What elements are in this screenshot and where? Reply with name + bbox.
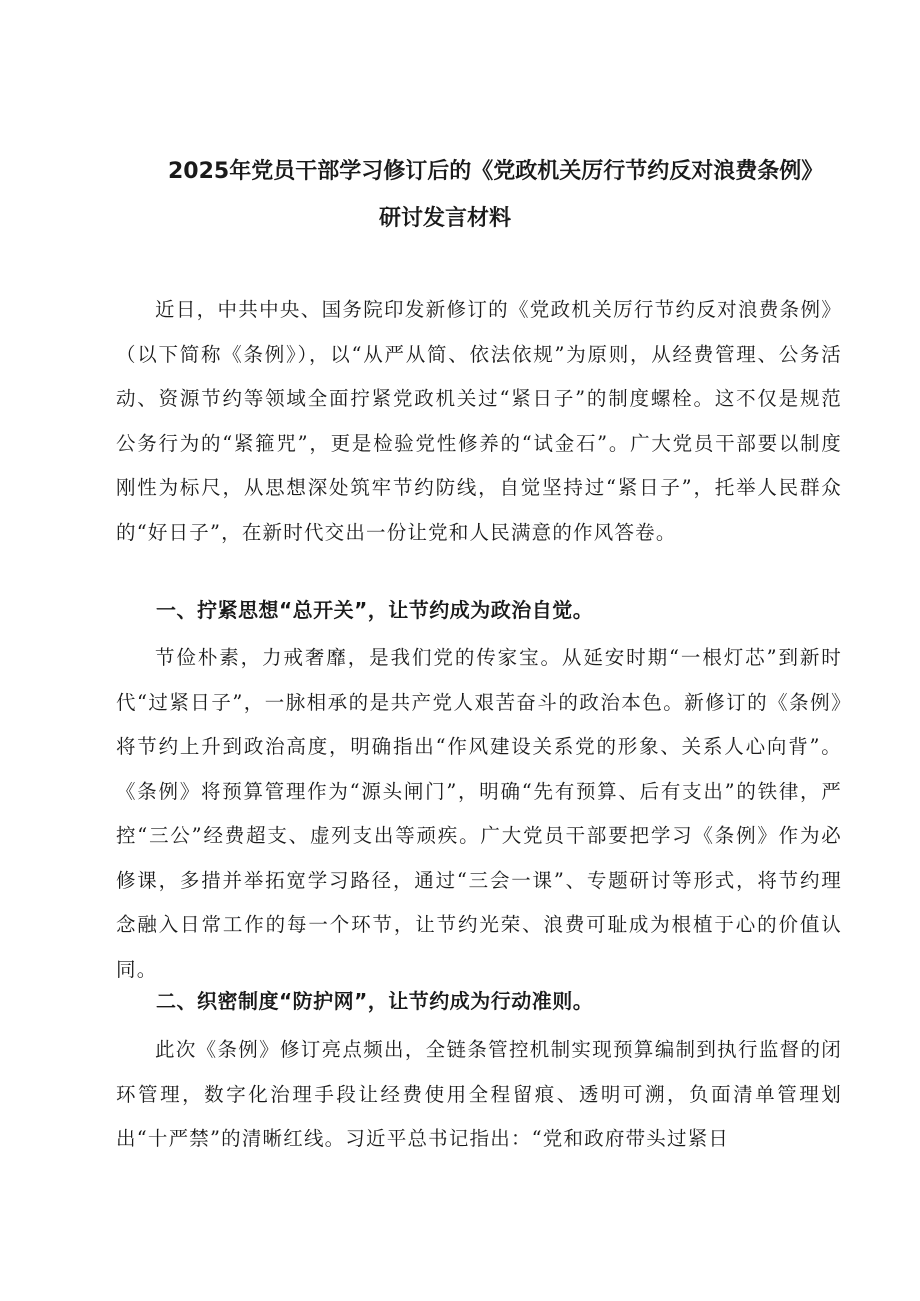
intro-paragraph: 近日，中共中央、国务院印发新修订的《党政机关厉行节约反对浪费条例》（以下简称《条例》），以“从严从简、依法依规”为原则，从经费管理、公务活动、资源节约等领域全面拧紧党政机关过“紧日子”的制度螺栓。这不仅是规范公务行为的“紧箍咒”，更是检验党性修养的“试金石”。广大党员干部要以制度刚性为标尺，从思想深处筑牢节约防线，自觉坚持过“紧日子”，托举人民群众的“好日子”，在新时代交出一份让党和人民满意的作风答卷。	[116, 298, 842, 544]
section-2-paragraph: 此次《条例》修订亮点频出，全链条管控机制实现预算编制到执行监督的闭环管理，数字化治理手段让经费使用全程留痕、透明可溯，负面清单管理划出“十严禁”的清晰红线。习近平总书记指出：“党和政府带头过紧日	[116, 1038, 842, 1150]
section-heading-1: 一、拧紧思想“总开关”，让节约成为政治自觉。	[156, 598, 594, 622]
section-1-paragraph: 节俭朴素，力戒奢靡，是我们党的传家宝。从延安时期“一根灯芯”到新时代“过紧日子”，一脉相承的是共产党人艰苦奋斗的政治本色。新修订的《条例》将节约上升到政治高度，明确指出“作风建设关系党的形象、关系人心向背”。《条例》将预算管理作为“源头闸门”，明确“先有预算、后有支出”的铁律，严控“三公”经费超支、虚列支出等顽疾。广大党员干部要把学习《条例》作为必修课，多措并举拓宽学习路径，通过“三会一课”、专题研讨等形式，将节约理念融入日常工作的每一个环节，让节约光荣、浪费可耻成为根植于心的价值认同。	[116, 646, 842, 981]
document-title-line2: 研讨发言材料	[379, 206, 512, 231]
section-heading-2: 二、织密制度“防护网”，让节约成为行动准则。	[156, 989, 594, 1013]
document-title-line1: 2025年党员干部学习修订后的《党政机关厉行节约反对浪费条例》	[168, 159, 824, 184]
